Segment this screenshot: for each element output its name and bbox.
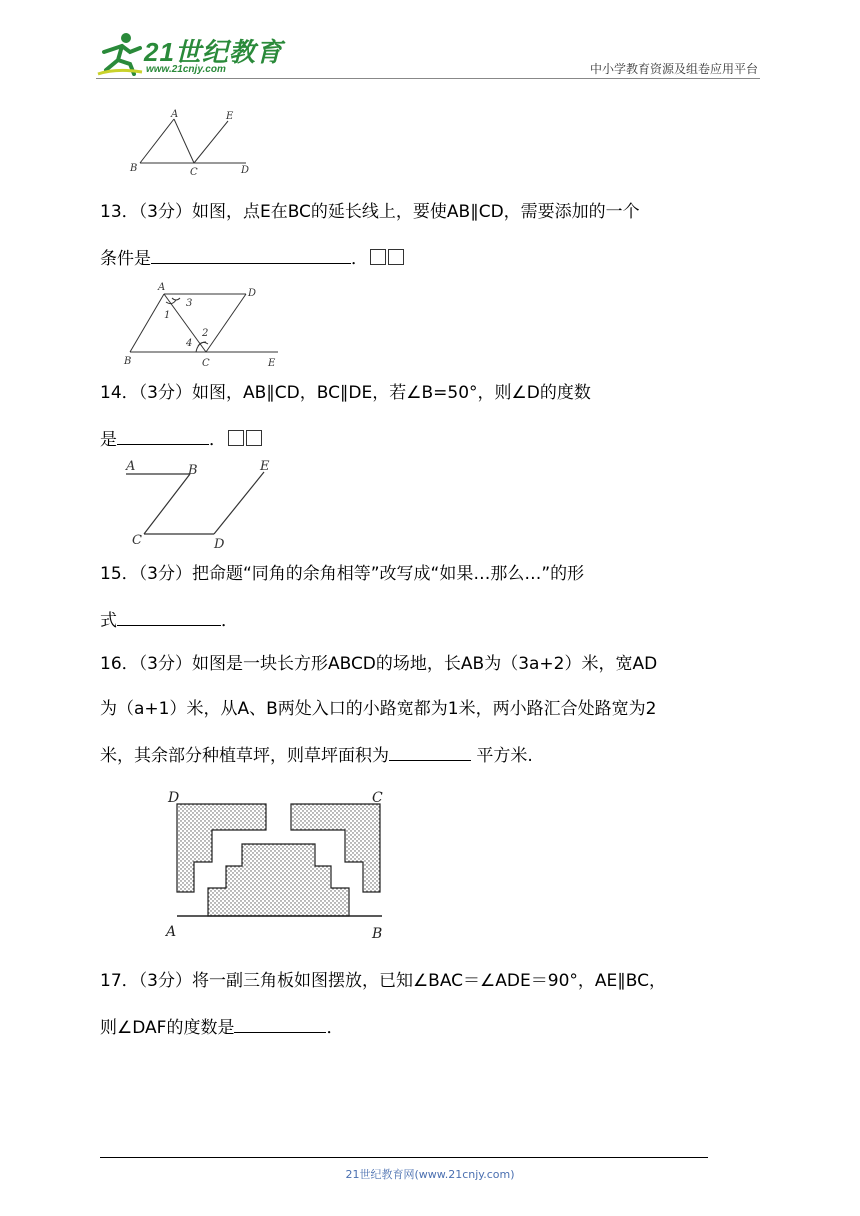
header-divider [96,78,760,79]
fig12-label-d: D [241,165,250,176]
checkbox-icon [228,430,244,446]
fig13-angle-4: 4 [186,338,193,349]
fig16-label-a: A [166,924,177,940]
question-15-prefix: 式 [100,611,117,631]
runner-logo-icon [96,30,144,76]
answer-blank-15[interactable] [117,607,221,626]
fig13-angle-1: 1 [164,310,171,321]
fig13-label-c: C [202,358,210,369]
fig13-label-a: A [158,282,166,293]
answer-blank-16[interactable] [389,742,471,761]
fig12-label-a: A [171,109,179,120]
fig12-label-e: E [226,111,234,122]
question-17-prefix: 则∠DAF的度数是 [100,1018,235,1038]
question-16-line2: 为（a+1）米，从A、B两处入口的小路宽都为1米，两小路汇合处路宽为2 [100,699,657,719]
logo-url: www.21cnjy.com [146,64,226,75]
question-16-line1: 16．（3分）如图是一块长方形ABCD的场地，长AB为（3a+2）米，宽AD [100,654,658,674]
fig13-label-b: B [124,356,132,367]
figure-q13 [118,280,288,372]
question-15-line1: 15．（3分）把命题“同角的余角相等”改写成“如果…那么…”的形 [100,564,585,584]
question-15-suffix: ． [221,611,238,631]
figure-q12 [120,105,260,177]
figure-q16 [160,784,396,942]
question-16-suffix: 平方米. [471,746,533,766]
fig13-label-e: E [268,358,276,369]
answer-blank-13[interactable] [151,245,351,264]
fig16-label-c: C [372,790,383,806]
fig12-label-b: B [130,163,138,174]
question-16-prefix: 米，其余部分种植草坪，则草坪面积为 [100,746,389,766]
question-16-line3 [100,742,533,768]
checkbox-icon [370,249,386,265]
footer-divider [100,1157,708,1158]
question-13-prefix: 条件是 [100,249,151,269]
fig14-label-b: B [188,463,198,478]
checkbox-icon [246,430,262,446]
fig16-label-b: B [372,926,383,942]
fig12-label-c: C [190,167,198,177]
question-14-line1: 14．（3分）如图，AB∥CD，BC∥DE，若∠B=50°，则∠D的度数 [100,383,591,403]
question-14-suffix: ． [209,430,226,450]
header-slogan: 中小学教育资源及组卷应用平台 [589,62,758,76]
logo-text: 21世纪教育 [144,37,283,67]
question-17-line2 [100,1014,343,1040]
fig16-label-d: D [168,790,180,806]
fig13-angle-3: 3 [186,298,193,309]
question-15-line2 [100,607,238,633]
question-13-line2 [100,245,404,271]
fig13-angle-2: 2 [202,328,209,339]
answer-blank-14[interactable] [117,426,209,445]
fig14-label-d: D [214,537,225,552]
figure-q14 [118,456,288,552]
question-14-line2 [100,426,262,452]
checkbox-icon [388,249,404,265]
question-17-line1: 17．（3分）将一副三角板如图摆放，已知∠BAC＝∠ADE＝90°，AE∥BC， [100,971,666,991]
fig14-label-a: A [126,459,136,474]
site-logo [96,30,283,80]
fig13-label-d: D [248,288,257,299]
question-13-line1: 13．（3分）如图，点E在BC的延长线上，要使AB∥CD，需要添加的一个 [100,202,640,222]
question-14-prefix: 是 [100,430,117,450]
fig14-label-c: C [132,533,142,548]
answer-blank-17[interactable] [234,1014,326,1033]
footer-link[interactable]: 21世纪教育网(www.21cnjy.com) [345,1168,515,1181]
fig14-label-e: E [260,459,270,474]
question-13-suffix: ． [351,249,368,269]
question-17-suffix: ． [326,1018,344,1038]
